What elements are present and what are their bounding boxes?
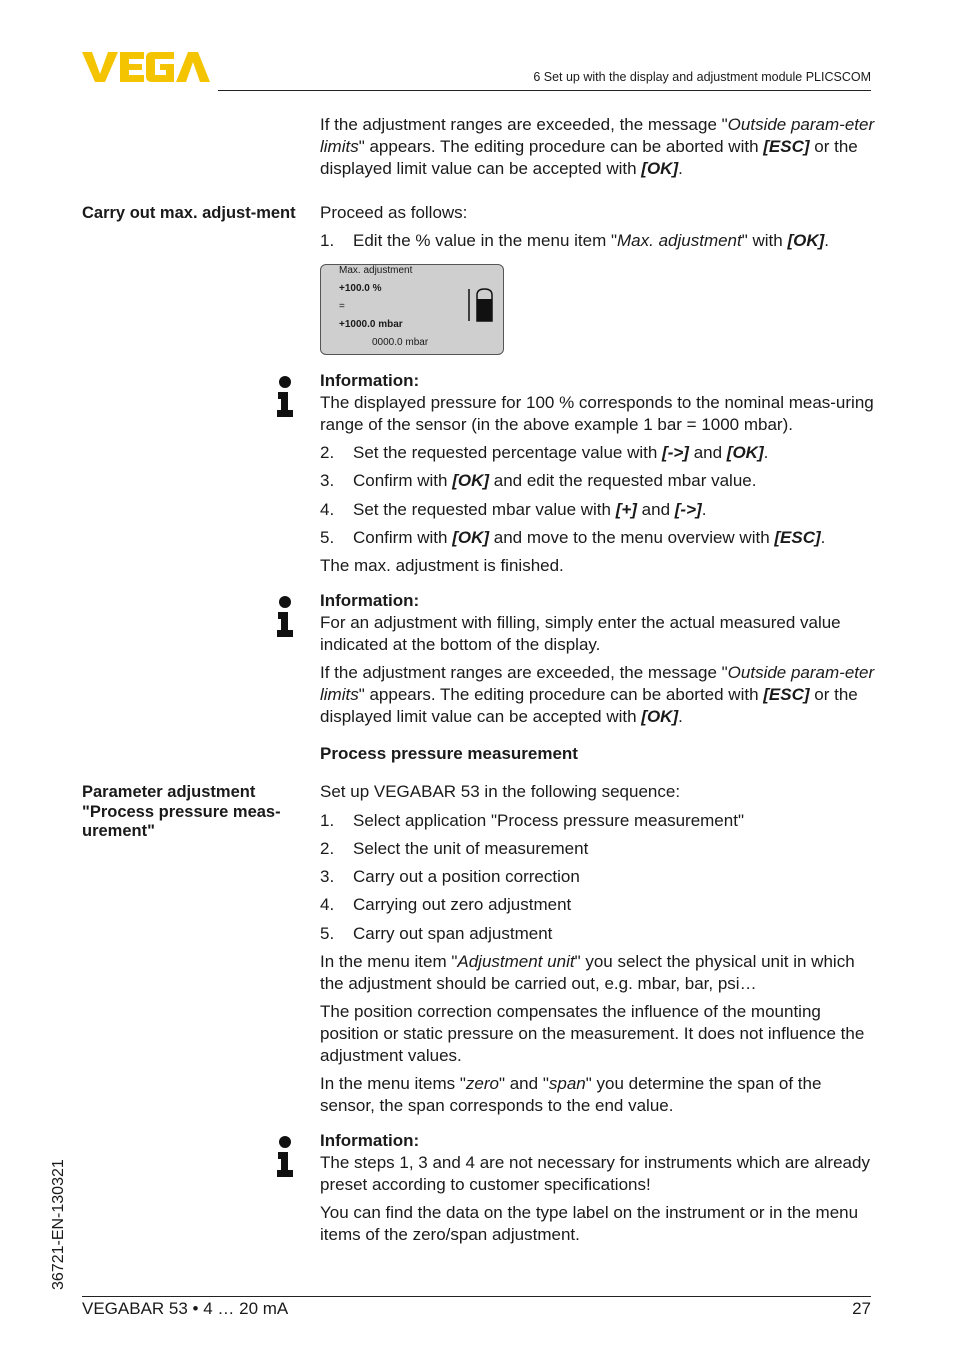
info-icon [274, 1136, 296, 1178]
footer-product: VEGABAR 53 • 4 … 20 mA [82, 1299, 289, 1318]
page-number: 27 [852, 1299, 871, 1318]
display-measured: 0000.0 mbar [372, 337, 429, 348]
section-title: 6 Set up with the display and adjustment module PLICSCOM [533, 70, 871, 84]
info-icon [274, 376, 296, 418]
process-step-3: 3. Carry out a position correction [320, 867, 580, 886]
info-block-2: Information: For an adjustment with filling, simply enter the actual measured value indicated at the bottom of the display. If the adjustment ranges are exceeded, the message "Outside param-eter limits" appears. The editing procedure can be aborted with [ESC] or the displayed limit value can be accepted with [OK]. [320, 591, 875, 726]
proceed-text: Proceed as follows: [320, 203, 468, 222]
step-5: 5. Confirm with [OK] and move to the menu overview with [ESC]. [320, 528, 826, 547]
info-block-1: Information: The displayed pressure for 100 % corresponds to the nominal meas-uring range of the sensor (in the above example 1 bar = 1000 mbar). [320, 371, 874, 434]
info-block-3: Information: The steps 1, 3 and 4 are not necessary for instruments which are already preset according to customer specifications! You can find the data on the type label on the instrument or in the menu items of the zero/span adjustment. [320, 1131, 870, 1244]
side-label-max-adjustment: Carry out max. adjust-ment [82, 204, 296, 222]
intro-paragraph: If the adjustment ranges are exceeded, the message "Outside param-eter limits" appears. The editing procedure can be aborted with [ESC] or the displayed limit value can be accepted with [OK]. [320, 115, 875, 178]
vega-logo [82, 50, 212, 84]
step-2: 2. Set the requested percentage value with [->] and [OK]. [320, 443, 769, 462]
step-3: 3. Confirm with [OK] and edit the requested mbar value. [320, 471, 757, 490]
info-icon [274, 596, 296, 638]
step-1: 1. Edit the % value in the menu item "Max. adjustment" with [OK]. [320, 231, 830, 250]
adjustment-unit-paragraph: In the menu item "Adjustment unit" you select the physical unit in which the adjustment should be carried out, e.g. mbar, bar, psi… [320, 952, 855, 993]
display-percent: +100.0 % [339, 283, 382, 294]
display-title: Max. adjustment [339, 265, 413, 276]
tank-icon [467, 285, 497, 323]
plicscom-display [320, 264, 504, 355]
process-step-4: 4. Carrying out zero adjustment [320, 895, 572, 914]
side-label-process: Parameter adjustment "Process pressure meas-urement" [82, 783, 281, 840]
process-heading: Process pressure measurement [320, 744, 578, 763]
position-correction-paragraph: The position correction compensates the influence of the mounting position or static pressure on the measurement. It does not influence the adjustment values. [320, 1002, 865, 1065]
process-step-1: 1. Select application "Process pressure measurement" [320, 811, 744, 830]
footer-rule [82, 1296, 871, 1297]
display-pressure: +1000.0 mbar [339, 319, 403, 330]
process-intro: Set up VEGABAR 53 in the following sequence: [320, 782, 681, 801]
finished-text: The max. adjustment is finished. [320, 556, 564, 575]
display-equals: = [339, 301, 345, 312]
process-step-5: 5. Carry out span adjustment [320, 924, 553, 943]
process-step-2: 2. Select the unit of measurement [320, 839, 589, 858]
header-rule [218, 90, 871, 91]
document-number: 36721-EN-130321 [50, 1159, 67, 1290]
zero-span-paragraph: In the menu items "zero" and "span" you determine the span of the sensor, the span corresponds to the end value. [320, 1074, 822, 1115]
step-4: 4. Set the requested mbar value with [+] and [->]. [320, 500, 707, 519]
